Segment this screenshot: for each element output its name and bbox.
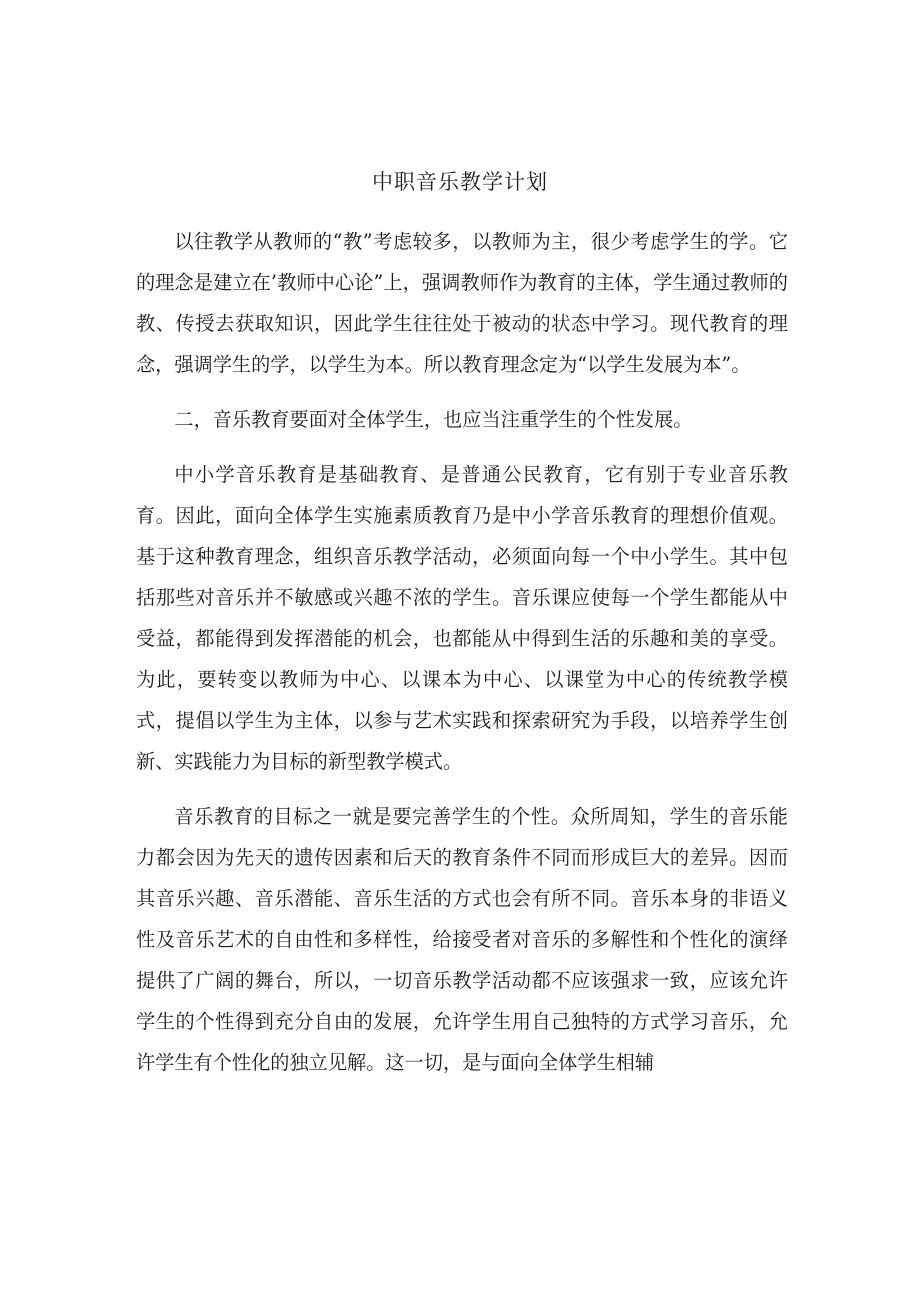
paragraph-teaching-philosophy: 以往教学从教师的“教”考虑较多，以教师为主，很少考虑学生的学。它的理念是建立在’教师中心论”上，强调教师作为教育的主体，学生通过教师的教、传授去获取知识，因此学生往往处于被动的状态中学习。现代教育的理念，强调学生的学，以学生为本。所以教育理念定为“以学生发展为本”。: [136, 230, 788, 376]
document-body: [136, 221, 788, 1083]
document-title: 中职音乐教学计划: [372, 170, 548, 194]
paragraph-section-two-heading: 二，音乐教育要面对全体学生，也应当注重学生的个性发展。: [174, 408, 693, 431]
paragraph-basic-education: 中小学音乐教育是基础教育、是普通公民教育，它有别于专业音乐教育。因此，面向全体学生实施素质教育乃是中小学音乐教育的理想价值观。基于这种教育理念，组织音乐教学活动，必须面向每一个中小学生。其中包括那些对音乐并不敏感或兴趣不浓的学生。音乐课应使每一个学生都能从中受益，都能得到发挥潜能的机会，也都能从中得到生活的乐趣和美的享受。为此，要转变以教师为中心、以课本为中心、以课堂为中心的传统教学模式，提倡以学生为主体，以参与艺术实践和探索研究为手段，以培养学生创新、实践能力为目标的新型教学模式。: [136, 463, 788, 773]
paragraph-personality-goal: 音乐教育的目标之一就是要完善学生的个性。众所周知，学生的音乐能力都会因为先天的遗传因素和后天的教育条件不同而形成巨大的差异。因而其音乐兴趣、音乐潜能、音乐生活的方式也会有所不同。音乐本身的非语义性及音乐艺术的自由性和多样性，给接受者对音乐的多解性和个性化的演绎提供了广阔的舞台，所以，一切音乐教学活动都不应该强求一致，应该允许学生的个性得到充分自由的发展，允许学生用自己独特的方式学习音乐，允许学生有个性化的独立见解。这一切，是与面向全体学生相辅: [136, 805, 788, 1074]
